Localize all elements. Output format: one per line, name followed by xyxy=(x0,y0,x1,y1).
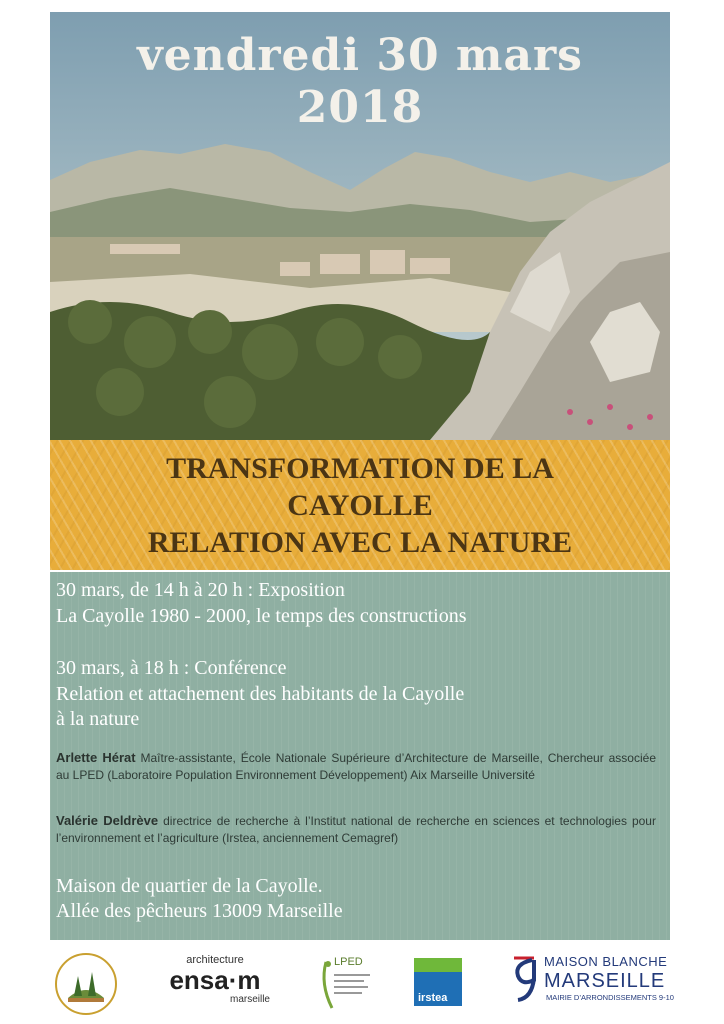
lped-logo xyxy=(318,954,378,1014)
maison-blanche-logo xyxy=(508,950,674,1010)
speaker-1-description: Maître-assistante, École Nationale Supérieure d’Architecture de Marseille, Chercheur associée au LPED (Laboratoire Population Environnement Développement) Aix Marseille Université xyxy=(56,751,656,782)
irstea-logo xyxy=(414,958,462,1006)
ensam-logo-main: ensa·m xyxy=(169,965,261,995)
speaker-1-name: Arlette Hérat xyxy=(56,750,136,765)
landscape-photo xyxy=(50,12,670,440)
conference-time: 30 mars, à 18 h : Conférence xyxy=(56,657,287,679)
conference-title-line-1: Relation et attachement des habitants de la Cayolle xyxy=(56,683,465,705)
speaker-2 xyxy=(56,812,656,847)
venue-line-2: Allée des pêcheurs 13009 Marseille xyxy=(56,900,343,922)
info-panel xyxy=(50,572,670,940)
maison-blanche-line-3: MAIRIE D’ARRONDISSEMENTS 9-10 xyxy=(546,993,674,1002)
title-line-3: RELATION AVEC LA NATURE xyxy=(147,526,573,559)
venue-line-1: Maison de quartier de la Cayolle. xyxy=(56,875,323,897)
ensam-logo-bottom: marseille xyxy=(229,994,270,1005)
title-band xyxy=(50,440,670,570)
speaker-2-description: directrice de recherche à l’Institut national de recherche en sciences et technologies pour l’environnement et l’agriculture (Irstea, anciennement Cemagref) xyxy=(56,814,656,845)
irstea-logo-text: irstea xyxy=(418,992,448,1004)
lped-logo-text: LPED xyxy=(334,956,363,968)
title-line-1: TRANSFORMATION DE LA xyxy=(166,452,554,485)
cayolle-committee-logo xyxy=(54,952,118,1016)
title-line-2: CAYOLLE xyxy=(287,489,433,522)
speaker-2-name: Valérie Deldrève xyxy=(56,813,159,828)
exhibition-time: 30 mars, de 14 h à 20 h : Exposition xyxy=(56,579,345,601)
maison-blanche-line-2: MARSEILLE xyxy=(544,970,666,992)
speaker-1 xyxy=(56,749,656,784)
ensam-logo-top: architecture xyxy=(186,954,244,966)
maison-blanche-line-1: MAISON BLANCHE xyxy=(544,954,668,969)
exhibition-title: La Cayolle 1980 - 2000, le temps des constructions xyxy=(56,605,467,627)
date-line-1: vendredi 30 mars xyxy=(137,30,583,81)
conference-title-line-2: à la nature xyxy=(56,708,140,730)
date-line-2: 2018 xyxy=(296,82,424,133)
ensam-logo xyxy=(150,954,280,1014)
